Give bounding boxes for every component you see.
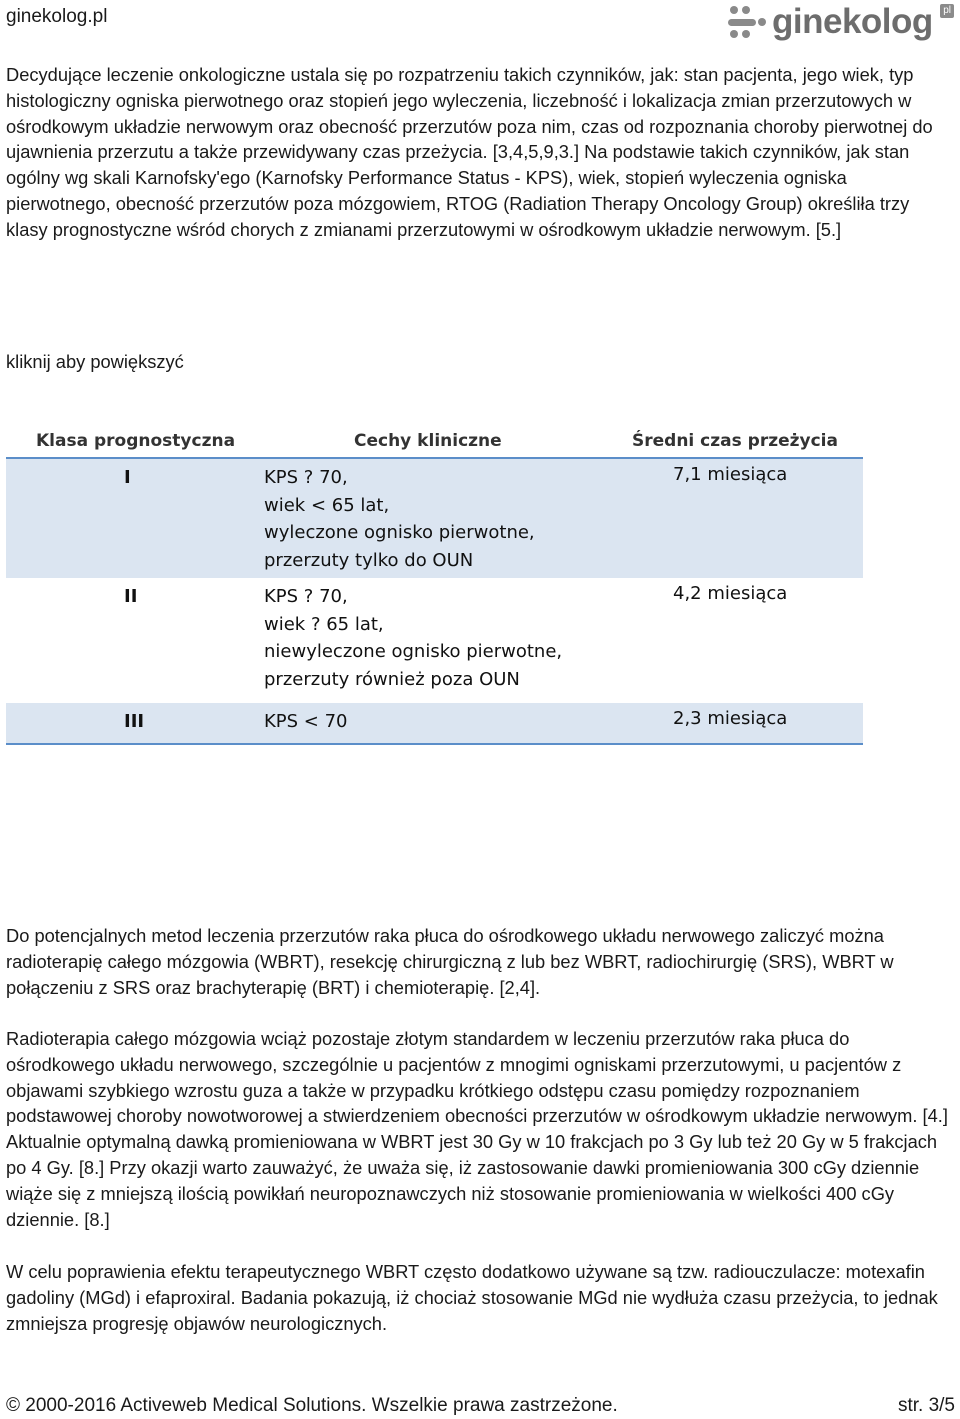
table-row (6, 459, 863, 578)
feature-line: wiek < 65 lat, (264, 494, 390, 516)
site-name: ginekolog.pl (6, 6, 108, 27)
feature-line: KPS ? 70, (264, 467, 348, 488)
feature-line: przerzuty również poza OUN (264, 668, 520, 690)
radiosensitizers-paragraph: W celu poprawienia efektu terapeutycznego WBRT często dodatkowo używane są tzw. radiouczulacze: motexafin gadoliny (MGd) i efaproxiral. Badania pokazują, iż chociaż stosowanie MGd nie wydłuża czasu przeżycia, to jednak zmniejsza progresję objawów neurologicznych. (6, 1261, 938, 1334)
treatment-methods-paragraph: Do potencjalnych metod leczenia przerzutów raka płuca do ośrodkowego układu nerwowego zaliczyć można radioterapię całego mózgowia (WBRT), resekcję chirurgiczną z lub bez WBRT, radiochirurgię (SRS), WBRT w połączeniu z SRS oraz brachyterapię (BRT) i chemioterapię. [2,4]. (6, 925, 894, 998)
class-cell: II (124, 586, 138, 607)
intro-paragraph: Decydujące leczenie onkologiczne ustala się po rozpatrzeniu takich czynników, jak: stan pacjenta, jego wiek, typ histologiczny ogniska pierwotnego oraz stopień jego wyleczenia, liczebność i lokalizacja zmian przerzutowych w ośrodkowym układzie nerwowym oraz obecność przerzutów poza nim, czas od rozpoznania choroby pierwotnej do ujawnienia przerzutu a także przewidywany czas przeżycia. [3,4,5,9,3.] Na podstawie takich czynników, jak stan ogólny wg skali Karnofsky'ego (Karnofsky Performance Status - KPS), wiek, stopień wyleczenia ogniska pierwotnego, obecność przerzutów poza mózgowiem, RTOG (Radiation Therapy Oncology Group) określiła trzy klasy prognostyczne wśród chorych z zmianami przerzutowymi w ośrodkowym układzie nerwowym. [5.] (6, 64, 933, 240)
prognostic-class-table[interactable] (6, 425, 863, 745)
class-cell: III (124, 711, 145, 732)
feature-line: wyleczone ognisko pierwotne, (264, 522, 535, 543)
survival-cell: 7,1 miesiąca (673, 464, 788, 485)
feature-line: wiek ? 65 lat, (264, 613, 384, 635)
logo-text: ginekolog (772, 2, 933, 41)
ginekolog-logo (726, 0, 958, 44)
features-cell (264, 464, 535, 574)
footer-copyright: © 2000-2016 Activeweb Medical Solutions. Wszelkie prawa zastrzeżone. (6, 1395, 618, 1416)
header-features: Cechy kliniczne (354, 431, 502, 451)
page-number: str. 3/5 (897, 1395, 955, 1416)
class-cell: I (124, 467, 131, 488)
header-class: Klasa prognostyczna (36, 431, 236, 451)
feature-line: niewyleczone ognisko pierwotne, (264, 641, 563, 662)
survival-cell: 2,3 miesiąca (673, 708, 788, 729)
table-row (6, 578, 863, 703)
logo-badge: pl (940, 4, 954, 18)
table-row (6, 703, 863, 745)
table-header (6, 425, 863, 457)
enlarge-link[interactable]: kliknij aby powiększyć (6, 351, 184, 372)
survival-cell: 4,2 miesiąca (673, 583, 788, 604)
features-cell (264, 583, 562, 693)
feature-line: KPS < 70 (264, 711, 348, 732)
wbrt-paragraph: Radioterapia całego mózgowia wciąż pozostaje złotym standardem w leczeniu przerzutów raka płuca do ośrodkowego układu nerwowego, szczególnie u pacjentów z mnogimi ogniskami przerzutowymi, u pacjentów z objawami szybkiego wzrostu guza a także w przypadku krótkiego odstępu czasu pomiędzy rozpoznaniem podstawowej choroby nowotworowej a stwierdzeniem obecności przerzutów w ośrodkowym układzie nerwowym. [4.] Aktualnie optymalną dawką promieniowana w WBRT jest 30 Gy w 10 frakcjach po 3 Gy lub też 20 Gy w 5 frakcjach po 4 Gy. [8.] Przy okazji warto zauważyć, że uważa się, iż zastosowanie dawki promieniowania 300 cGy dziennie wiąże się z mniejszą ilością powikłań neuropoznawczych niż stosowanie promieniowania w wielkości 400 cGy dziennie. [8.] (6, 1028, 948, 1230)
feature-line: KPS ? 70, (264, 586, 348, 607)
header-survival: Średni czas przeżycia (632, 431, 838, 451)
dots-logo-icon (726, 4, 770, 40)
feature-line: przerzuty tylko do OUN (264, 549, 474, 571)
features-cell (264, 708, 348, 736)
